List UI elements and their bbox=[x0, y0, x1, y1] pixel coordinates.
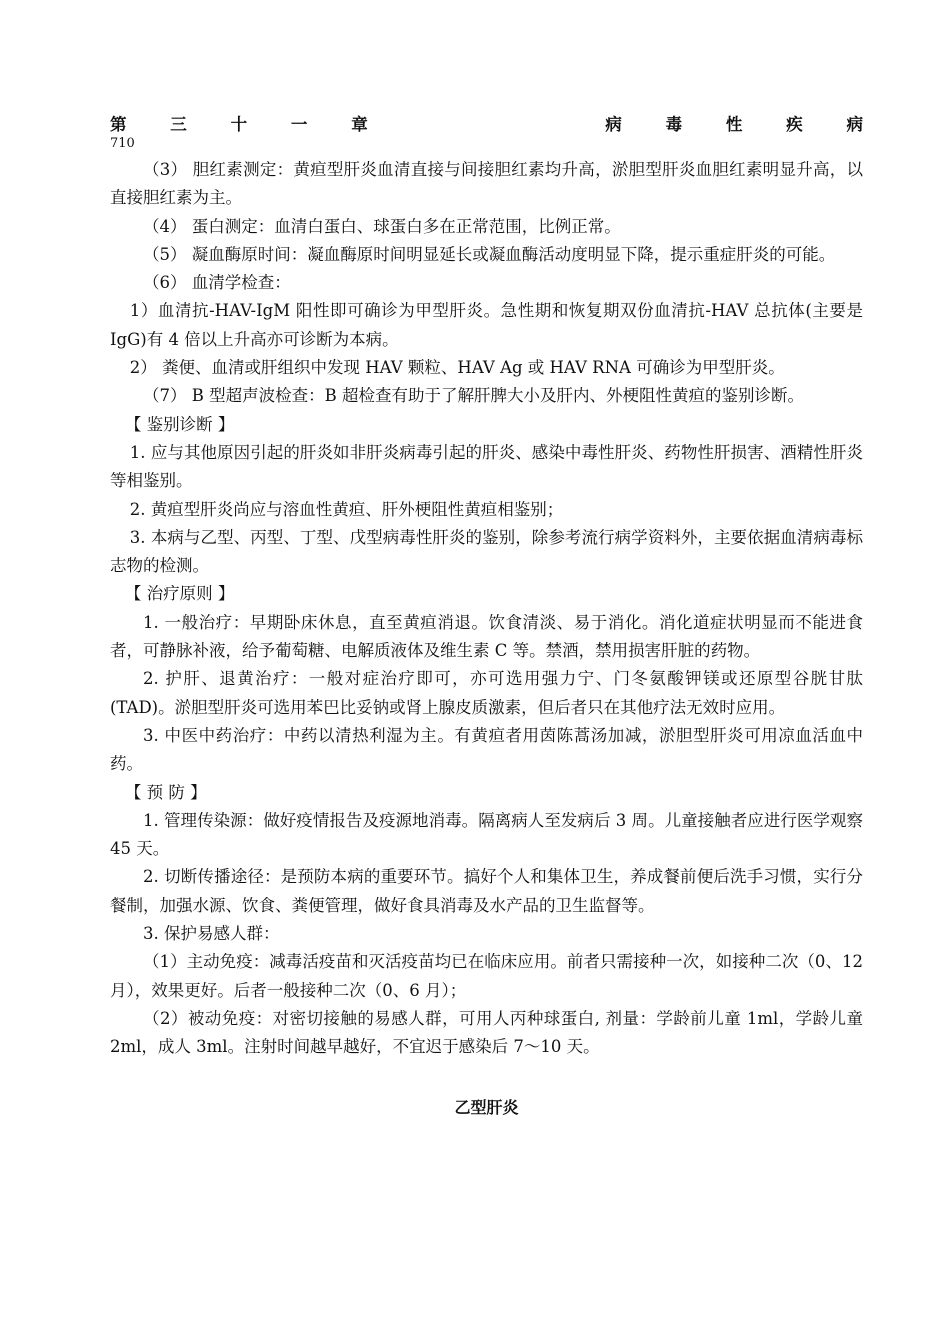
title-char: 性 bbox=[725, 115, 743, 134]
paragraph-serology-1: 1）血清抗-HAV-IgM 阳性即可确诊为甲型肝炎。急性期和恢复期双份血清抗-HAV 总抗体(主要是 IgG)有 4 倍以上升高亦可诊断为本病。 bbox=[110, 301, 863, 349]
page-header bbox=[110, 114, 863, 136]
diagnosis-item: 1. 应与其他原因引起的肝炎如非肝炎病毒引起的肝炎、感染中毒性肝炎、药物性肝损害、酒精性肝炎等相鉴别。 bbox=[110, 442, 863, 491]
document-page bbox=[110, 114, 863, 1122]
page-number: 710 bbox=[110, 136, 135, 151]
chapter-char: 章 bbox=[351, 115, 368, 134]
paragraph-bilirubin: （3） 胆红素测定：黄疸型肝炎血清直接与间接胆红素均升高，淤胆型肝炎血胆红素明显升高，以直接胆红素为主。 bbox=[110, 160, 863, 208]
title-char: 毒 bbox=[665, 115, 683, 134]
prevention-item: 1. 管理传染源：做好疫情报告及疫源地消毒。隔离病人至发病后 3 周。儿童接触者应进行医学观察 45 天。 bbox=[110, 810, 863, 859]
diagnosis-item: 3. 本病与乙型、丙型、丁型、戊型病毒性肝炎的鉴别，除参考流行病学资料外，主要依据血清病毒标志物的检测。 bbox=[110, 527, 863, 576]
heading-differential-diagnosis: 【 鉴别诊断 】 bbox=[124, 414, 235, 434]
heading-prevention: 【 预 防 】 bbox=[124, 782, 207, 802]
prevention-subitem: （1）主动免疫：减毒活疫苗和灭活疫苗均已在临床应用。前者只需接种一次，如接种二次（0、12 月），效果更好。后者一般接种二次（0、6 月）； bbox=[110, 952, 863, 1000]
prevention-item: 2. 切断传播途径：是预防本病的重要环节。搞好个人和集体卫生，养成餐前便后洗手习惯，实行分餐制，加强水源、饮食、粪便管理，做好食具消毒及水产品的卫生监督等。 bbox=[110, 867, 863, 915]
header-spacer bbox=[411, 114, 561, 136]
treatment-item: 3. 中医中药治疗：中药以清热利湿为主。有黄疸者用茵陈蒿汤加减，淤胆型肝炎可用凉血活血中药。 bbox=[110, 725, 863, 774]
chapter-char: 十 bbox=[230, 115, 248, 134]
paragraph-protein: （4） 蛋白测定：血清白蛋白、球蛋白多在正常范围，比例正常。 bbox=[143, 216, 621, 236]
paragraph-serology: （6） 血清学检查： bbox=[143, 273, 291, 293]
paragraph-ultrasound: （7） B 型超声波检查：B 超检查有助于了解肝脾大小及肝内、外梗阻性黄疸的鉴别诊断。 bbox=[143, 386, 804, 406]
title-char: 疾 bbox=[786, 115, 803, 134]
prevention-item: 3. 保护易感人群： bbox=[143, 924, 280, 944]
title-char: 病 bbox=[846, 115, 863, 134]
treatment-item: 1. 一般治疗：早期卧床休息，直至黄疸消退。饮食清淡、易于消化。消化道症状明显而不能进食者，可静脉补液，给予葡萄糖、电解质液体及维生素 C 等。禁酒，禁用损害肝脏的药物。 bbox=[110, 612, 863, 661]
paragraph-prothrombin: （5） 凝血酶原时间：凝血酶原时间明显延长或凝血酶活动度明显下降，提示重症肝炎的可能。 bbox=[143, 244, 836, 264]
chapter-char: 第 bbox=[110, 115, 127, 134]
prevention-subitem: （2）被动免疫：对密切接触的易感人群，可用人丙种球蛋白, 剂量：学龄前儿童 1ml，学龄儿童 2ml，成人 3ml。注射时间越早越好，不宜迟于感染后 7～10 天。 bbox=[110, 1008, 863, 1057]
chapter-char: 三 bbox=[170, 115, 187, 134]
paragraph-serology-2: 2） 粪便、血清或肝组织中发现 HAV 颗粒、HAV Ag 或 HAV RNA 可确诊为甲型肝炎。 bbox=[129, 358, 785, 378]
heading-treatment: 【 治疗原则 】 bbox=[124, 584, 235, 604]
treatment-item: 2. 护肝、退黄治疗：一般对症治疗即可，亦可选用强力宁、门冬氨酸钾镁或还原型谷胱甘肽(TAD)。淤胆型肝炎可选用苯巴比妥钠或肾上腺皮质激素，但后者只在其他疗法无效时应用。 bbox=[110, 669, 863, 717]
chapter-char: 一 bbox=[290, 115, 308, 134]
title-char: 病 bbox=[605, 115, 622, 134]
next-section-title: 乙型肝炎 bbox=[454, 1097, 519, 1117]
diagnosis-item: 2. 黄疸型肝炎尚应与溶血性黄疸、肝外梗阻性黄疸相鉴别； bbox=[129, 499, 564, 519]
